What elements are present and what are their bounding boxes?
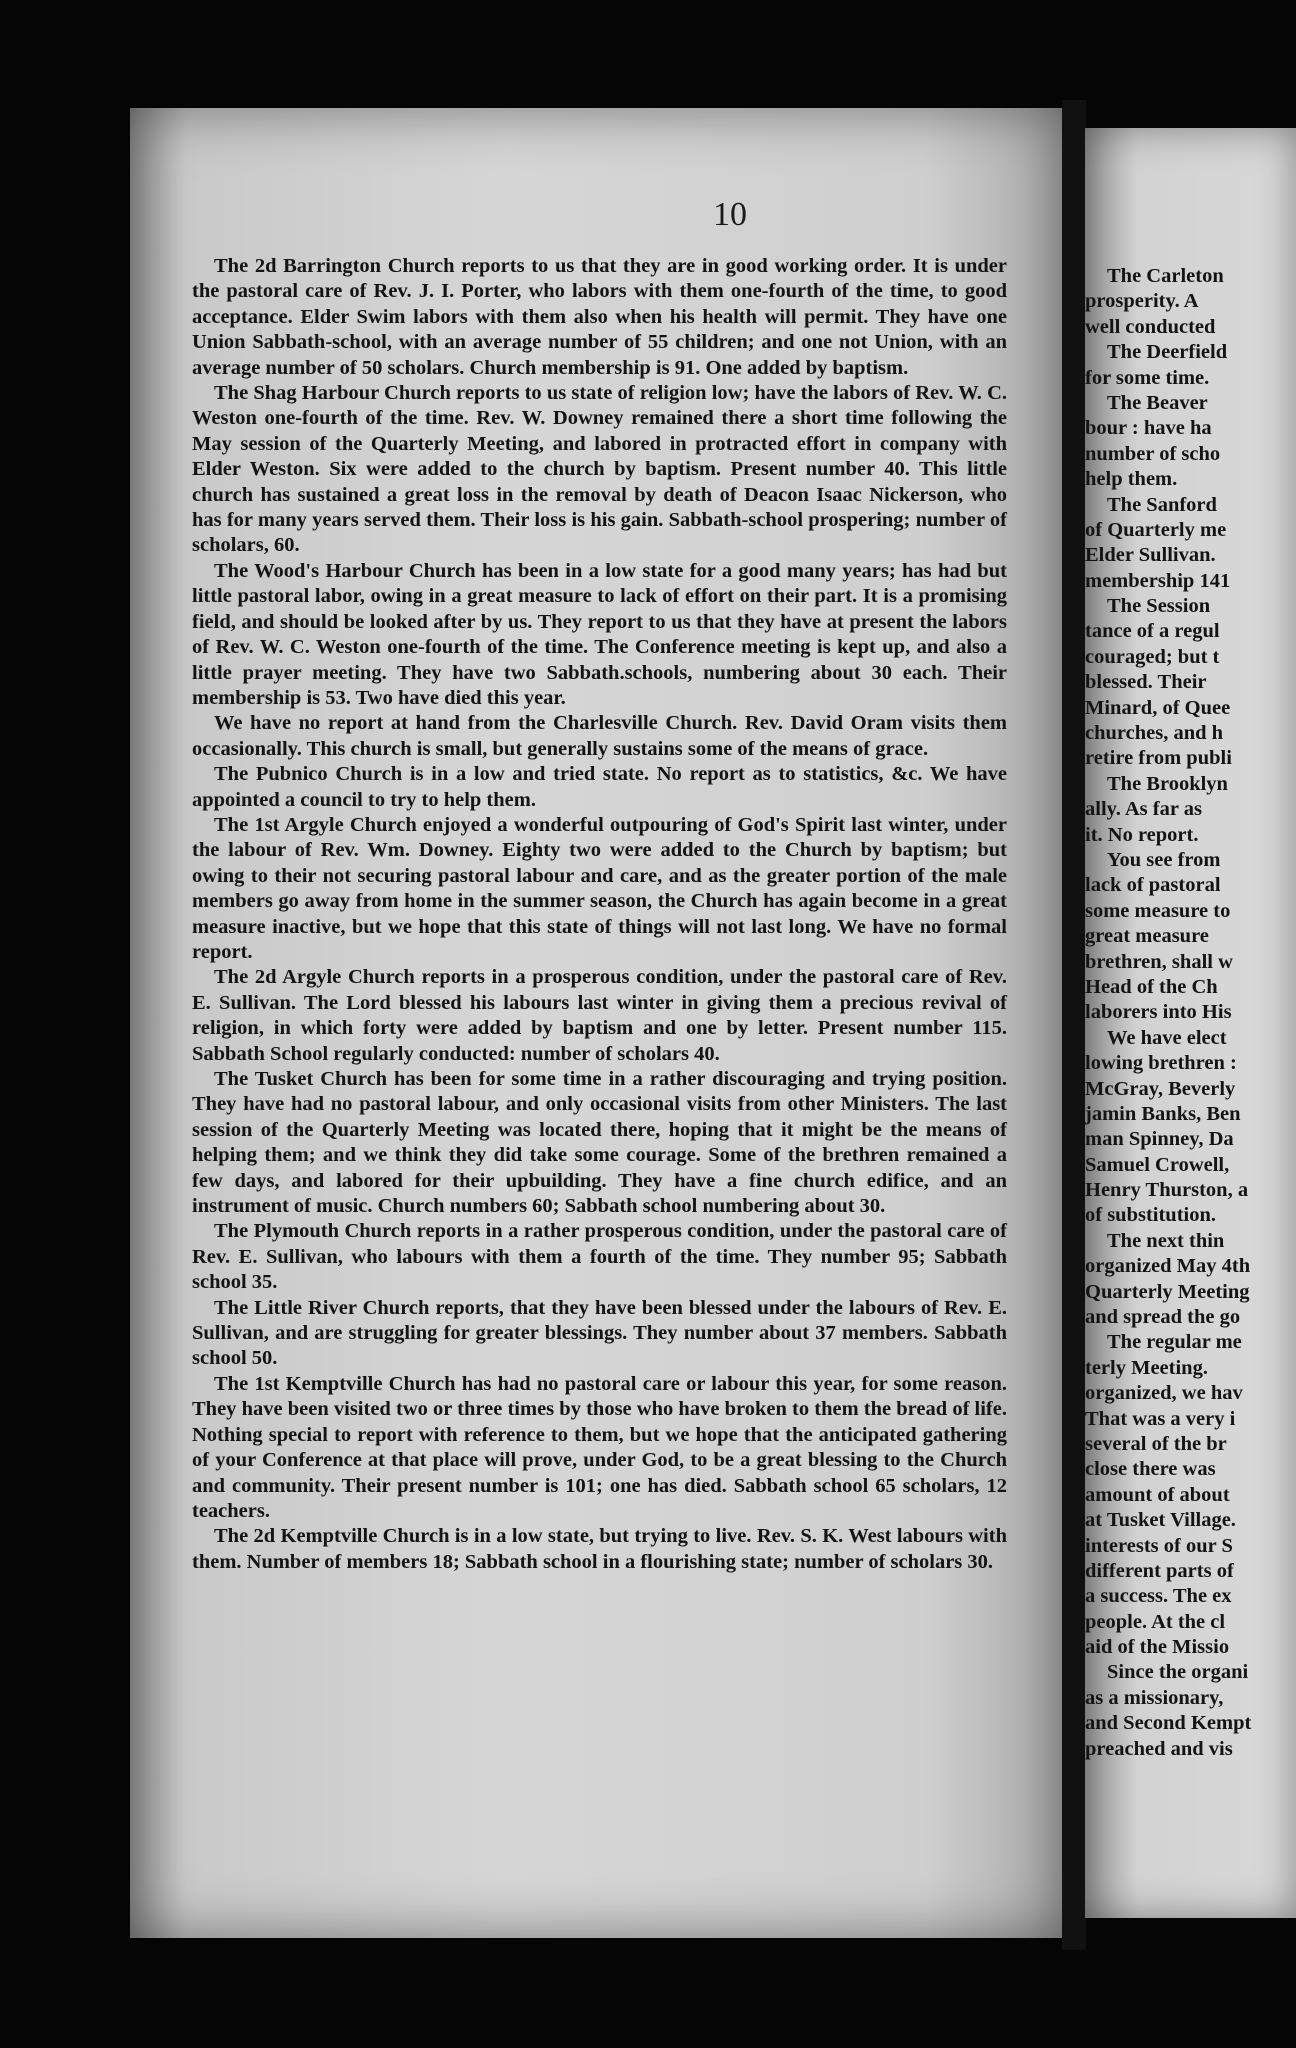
left-page (130, 108, 1065, 1938)
body-paragraph: The Plymouth Church reports in a rather prosperous condition, under the pastoral care of Rev. E. Sullivan, who labours with them a fourth of the time. They number 95; Sabbath school 35. (192, 1220, 1007, 1294)
right-page-line: and spread the go (1085, 1306, 1241, 1329)
right-page-line: terly Meeting. (1085, 1356, 1208, 1379)
right-page-line: bour : have ha (1085, 417, 1212, 440)
right-page-body (1085, 264, 1296, 1762)
right-page-line: Quarterly Meeting (1085, 1280, 1250, 1303)
body-paragraph: We have no report at hand from the Charlesville Church. Rev. David Oram visits them occasionally. This church is small, but generally sustains some of the means of grace. (192, 712, 1007, 760)
body-paragraph: The Little River Church reports, that they have been blessed under the labours of Rev. E. Sullivan, and are struggling for greater blessings. They number about 37 members. Sabbath school 50. (192, 1296, 1007, 1370)
right-page-line: The Brooklyn (1107, 772, 1228, 795)
body-paragraph: The 2d Kemptville Church is in a low state, but trying to live. Rev. S. K. West labours with them. Number of members 18; Sabbath school in a flourishing state; number of scholars 30. (192, 1525, 1007, 1573)
right-page-line: organized May 4th (1085, 1255, 1251, 1278)
right-page-line: help them. (1085, 468, 1178, 491)
right-page-line: man Spinney, Da (1085, 1128, 1234, 1151)
right-page-line: close there was (1085, 1458, 1216, 1481)
right-page-line: blessed. Their (1085, 671, 1207, 694)
right-page-line: We have elect (1107, 1026, 1227, 1049)
right-page-line: preached and vis (1085, 1737, 1233, 1760)
right-page-line: at Tusket Village. (1085, 1509, 1236, 1532)
right-page-line: well conducted (1085, 315, 1216, 338)
right-page-line: Samuel Crowell, (1085, 1153, 1230, 1176)
right-page-line: of substitution. (1085, 1204, 1217, 1227)
body-paragraph: The 2d Argyle Church reports in a prosperous condition, under the pastoral care of Rev. E. Sullivan. The Lord blessed his labours last winter in giving them a precious revival of religion, in which forty were added by baptism and one by letter. Present number 115. Sabbath School regularly conducted: number of scholars 40. (192, 966, 1007, 1065)
right-page-line: Head of the Ch (1085, 975, 1218, 998)
right-page-line: of Quarterly me (1085, 518, 1227, 541)
right-page-line: McGray, Beverly (1085, 1077, 1236, 1100)
right-page-line: and Second Kempt (1085, 1712, 1252, 1735)
left-page-body (192, 254, 1007, 1575)
body-paragraph: The Pubnico Church is in a low and tried state. No report as to statistics, &c. We have appointed a council to try to help them. (192, 763, 1007, 811)
body-paragraph: The 2d Barrington Church reports to us that they are in good working order. It is under the pastoral care of Rev. J. I. Porter, who labors with them one-fourth of the time, to good acceptance. Elder Swim labors with them also when his health will permit. They have one Union Sabbath-school, with an average number of 55 children; and one not Union, with an average number of 50 scholars. Church membership is 91. One added by baptism. (192, 255, 1007, 379)
right-page-line: Minard, of Quee (1085, 696, 1231, 719)
right-page-line: couraged; but t (1085, 645, 1220, 668)
right-page-line: Elder Sullivan. (1085, 544, 1216, 567)
right-page-line: some measure to (1085, 899, 1231, 922)
right-page-line: jamin Banks, Ben (1085, 1102, 1241, 1125)
right-page-line: amount of about (1085, 1483, 1230, 1506)
page-gutter (1062, 100, 1086, 1950)
right-page-line: several of the br (1085, 1432, 1227, 1455)
right-page-line: as a missionary, (1085, 1686, 1224, 1709)
right-page-line: aid of the Missio (1085, 1636, 1230, 1659)
body-paragraph: The Wood's Harbour Church has been in a low state for a good many years; has had but little pastoral labor, owing in a great measure to lack of effort on their part. It is a promising field, and should be looked after by us. They report to us that they have at present the labors of Rev. W. C. Weston one-fourth of the time. The Conference meeting is kept up, and also a little prayer meeting. They have two Sabbath.schools, numbering about 30 each. Their membership is 53. Two have died this year. (192, 559, 1007, 709)
right-page-line: The Deerfield (1107, 341, 1228, 364)
body-paragraph: The 1st Kemptville Church has had no pastoral care or labour this year, for some reason. They have been visited two or three times by those who have broken to them the bread of life. Nothing special to report with reference to them, but we hope that the anticipated gathering of your Conference at that place will prove, under God, to be a great blessing to the Church and community. Their present number is 101; one has died. Sabbath school 65 scholars, 12 teachers. (192, 1372, 1007, 1522)
right-page-line: people. At the cl (1085, 1610, 1226, 1633)
right-page-line: ally. As far as (1085, 798, 1202, 821)
right-page (1085, 128, 1296, 1918)
right-page-line: number of scho (1085, 442, 1221, 465)
right-page-line: Henry Thurston, a (1085, 1179, 1249, 1202)
right-page-line: retire from publi (1085, 747, 1232, 770)
right-page-line: lowing brethren : (1085, 1052, 1237, 1075)
right-page-line: tance of a regul (1085, 620, 1220, 643)
right-page-line: The Sanford (1107, 493, 1217, 516)
right-page-line: Since the organi (1107, 1661, 1249, 1684)
page-number: 10 (713, 196, 747, 233)
body-paragraph: The 1st Argyle Church enjoyed a wonderful outpouring of God's Spirit last winter, under the labour of Rev. Wm. Downey. Eighty two were added to the Church by baptism; but owing to their not securing pastoral labour and care, and as the greater portion of the male members go away from home in the summer season, the Church has again become in a great measure inactive, but we hope that this state of things will not last long. We have no formal report. (192, 813, 1007, 963)
right-page-line: You see from (1107, 848, 1221, 871)
right-page-line: lack of pastoral (1085, 874, 1221, 897)
right-page-line: organized, we hav (1085, 1382, 1243, 1405)
right-page-line: great measure (1085, 925, 1209, 948)
right-page-line: churches, and h (1085, 722, 1224, 745)
right-page-line: The next thin (1107, 1229, 1225, 1252)
right-page-line: The Carleton (1107, 265, 1224, 287)
right-page-line: The Session (1107, 595, 1211, 618)
right-page-line: it. No report. (1085, 823, 1199, 846)
right-page-line: prosperity. A (1085, 290, 1199, 313)
right-page-line: brethren, shall w (1085, 950, 1233, 973)
body-paragraph: The Shag Harbour Church reports to us state of religion low; have the labors of Rev. W. C. Weston one-fourth of the time. Rev. W. Downey remained there a short time following the May session of the Quarterly Meeting, and labored in protracted effort in company with Elder Weston. Six were added to the church by baptism. Present number 40. This little church has sustained a great loss in the removal by death of Deacon Isaac Nickerson, who has for many years served them. Their loss is his gain. Sabbath-school prospering; number of scholars, 60. (192, 382, 1007, 557)
right-page-line: laborers into His (1085, 1001, 1232, 1024)
right-page-line: for some time. (1085, 366, 1210, 389)
body-paragraph: The Tusket Church has been for some time in a rather discouraging and trying position. They have had no pastoral labour, and only occasional visits from other Ministers. The last session of the Quarterly Meeting was located there, hoping that it might be the means of helping them; and we think they did take some courage. Some of the brethren remained a few days, and labored for their upbuilding. They have a fine church edifice, and an instrument of music. Church numbers 60; Sabbath school numbering about 30. (192, 1068, 1007, 1218)
right-page-line: The regular me (1107, 1331, 1242, 1354)
right-page-line: That was a very i (1085, 1407, 1236, 1430)
right-page-line: membership 141 (1085, 569, 1231, 592)
right-page-line: different parts of (1085, 1559, 1234, 1582)
right-page-line: The Beaver (1107, 391, 1208, 414)
right-page-line: a success. The ex (1085, 1585, 1232, 1608)
right-page-line: interests of our S (1085, 1534, 1233, 1557)
